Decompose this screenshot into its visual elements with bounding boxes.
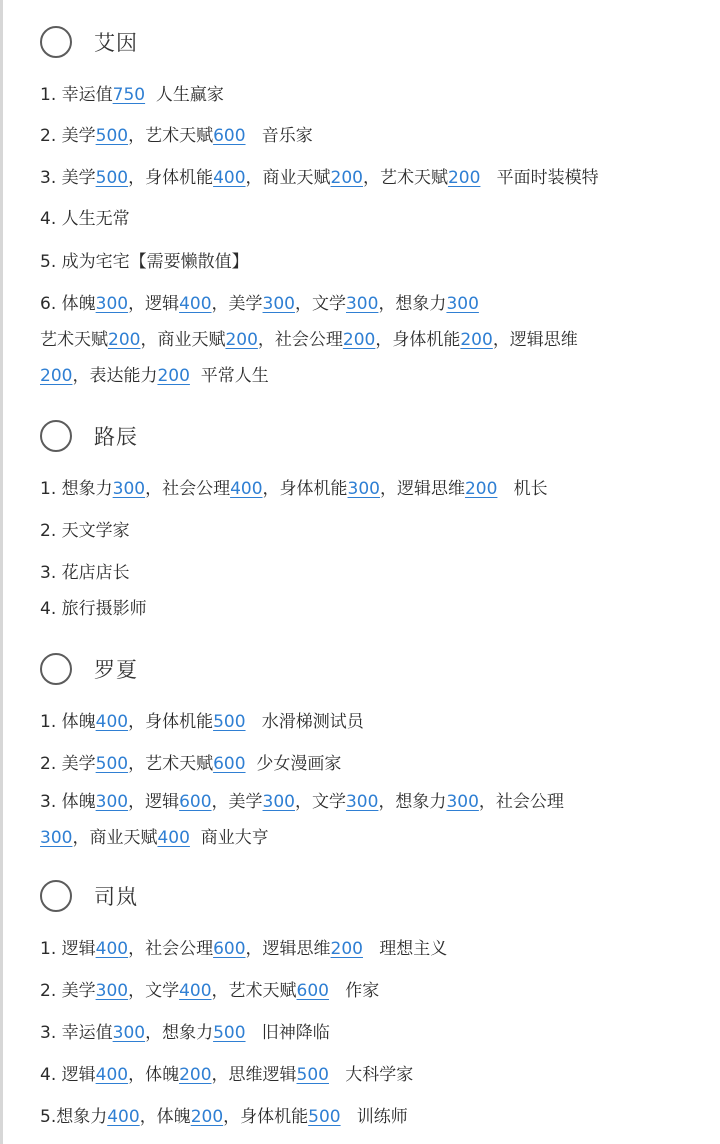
item-text: ，社会公理 [145, 479, 231, 499]
radio-button[interactable] [40, 420, 72, 452]
value-link[interactable]: 500 [95, 754, 129, 774]
list-item [40, 293, 479, 315]
value-link[interactable]: 400 [230, 479, 263, 499]
list-item [40, 520, 130, 542]
item-text: 人生赢家 [145, 85, 224, 105]
value-link[interactable]: 300 [40, 828, 73, 848]
section-header [40, 408, 700, 464]
value-link[interactable]: 600 [213, 126, 246, 146]
section-header [40, 868, 700, 924]
radio-button[interactable] [40, 26, 72, 58]
item-text: 6. 体魄 [40, 294, 96, 314]
item-text: ，艺术天赋 [128, 754, 214, 774]
section-title: 罗夏 [94, 658, 138, 682]
section-title: 路辰 [94, 425, 138, 449]
list-item [40, 784, 680, 856]
value-link[interactable]: 300 [347, 479, 380, 499]
item-text: 水滑梯测试员 [245, 712, 364, 732]
item-text: ，思维逻辑 [211, 1065, 297, 1085]
value-link[interactable]: 300 [345, 792, 379, 812]
item-text: ，逻辑 [128, 792, 180, 812]
item-text: ，美学 [211, 294, 263, 314]
value-link[interactable]: 200 [330, 168, 363, 188]
radio-button[interactable] [40, 653, 72, 685]
value-link[interactable]: 200 [464, 479, 498, 499]
item-text: ，文学 [294, 294, 346, 314]
item-text: ，身体机能 [223, 1107, 309, 1127]
item-text: ，想象力 [145, 1023, 214, 1043]
value-link[interactable]: 600 [213, 939, 246, 959]
list-item [40, 1106, 408, 1128]
item-text: 5.想象力 [40, 1107, 108, 1127]
section-header [40, 14, 700, 70]
value-link[interactable]: 200 [447, 168, 481, 188]
item-text: ，想象力 [378, 792, 447, 812]
value-link[interactable]: 200 [108, 330, 141, 350]
item-text: 4. 旅行摄影师 [40, 599, 147, 619]
item-text: 旧神降临 [245, 1023, 330, 1043]
item-text: ，艺术天赋 [128, 126, 214, 146]
item-text: 2. 天文学家 [40, 521, 130, 541]
list-item [40, 125, 313, 147]
value-link[interactable]: 200 [190, 1107, 224, 1127]
item-text: 1. 想象力 [40, 479, 113, 499]
item-text: ，艺术天赋 [211, 981, 297, 1001]
item-text: 2. 美学 [40, 981, 96, 1001]
value-link[interactable]: 200 [330, 939, 363, 959]
value-link[interactable]: 400 [95, 712, 129, 732]
list-item [40, 84, 224, 106]
value-link[interactable]: 400 [95, 939, 129, 959]
value-link[interactable]: 300 [95, 294, 129, 314]
item-text: ，文学 [294, 792, 346, 812]
value-link[interactable]: 300 [262, 792, 295, 812]
value-link[interactable]: 600 [296, 981, 329, 1001]
item-text: 机长 [497, 479, 548, 499]
value-link[interactable]: 400 [107, 1107, 140, 1127]
value-link[interactable]: 300 [95, 981, 129, 1001]
list-item [40, 251, 249, 273]
item-text: ，体魄 [128, 1065, 180, 1085]
value-link[interactable]: 200 [157, 366, 190, 386]
list-item [40, 1064, 413, 1086]
item-text: ，商业天赋 [245, 168, 331, 188]
list-item [40, 322, 680, 394]
item-text: 训练师 [340, 1107, 408, 1127]
value-link[interactable]: 200 [460, 330, 493, 350]
item-text: ，身体机能 [375, 330, 461, 350]
item-text: ，体魄 [139, 1107, 191, 1127]
list-item [40, 167, 599, 189]
item-text: 平常人生 [189, 366, 269, 386]
item-text: ，身体机能 [128, 712, 214, 732]
section-title: 艾因 [94, 31, 138, 55]
list-item [40, 208, 130, 230]
left-border [0, 0, 3, 1144]
list-item [40, 753, 341, 775]
value-link[interactable]: 500 [308, 1107, 341, 1127]
item-text: ，美学 [211, 792, 263, 812]
section-title: 司岚 [94, 885, 138, 909]
value-link[interactable]: 400 [179, 981, 212, 1001]
section-luchen [40, 408, 700, 464]
item-text: 3. 幸运值 [40, 1023, 113, 1043]
item-text: ，身体机能 [262, 479, 348, 499]
section-luoxia [40, 641, 700, 697]
list-item [40, 1022, 330, 1044]
item-text: ，商业天赋 [72, 828, 158, 848]
value-link[interactable]: 200 [179, 1065, 212, 1085]
item-text: ，社会公理 [257, 330, 343, 350]
item-text: 2. 美学 [40, 754, 96, 774]
value-link[interactable]: 500 [95, 168, 129, 188]
list-item [40, 980, 379, 1002]
item-text: 平面时装模特 [480, 168, 599, 188]
item-text: 3. 美学 [40, 168, 96, 188]
value-link[interactable]: 500 [213, 1023, 246, 1043]
value-link[interactable]: 200 [225, 330, 258, 350]
list-item [40, 562, 130, 584]
value-link[interactable]: 400 [213, 168, 246, 188]
item-text: ，社会公理 [128, 939, 214, 959]
item-text: ，逻辑 [128, 294, 180, 314]
list-item [40, 478, 548, 500]
value-link[interactable]: 200 [40, 366, 73, 386]
value-link[interactable]: 300 [112, 479, 146, 499]
value-link[interactable]: 400 [179, 294, 212, 314]
value-link[interactable]: 300 [446, 792, 479, 812]
value-link[interactable]: 300 [95, 792, 129, 812]
item-text: 2. 美学 [40, 126, 96, 146]
item-text: ，逻辑思维 [245, 939, 331, 959]
item-text: ，文学 [128, 981, 180, 1001]
section-aiyin [40, 14, 700, 70]
item-text: 音乐家 [245, 126, 313, 146]
value-link[interactable]: 300 [112, 1023, 146, 1043]
item-text: 理想主义 [362, 939, 448, 959]
item-text: 作家 [328, 981, 380, 1001]
item-text: 4. 人生无常 [40, 209, 130, 229]
item-text: ，想象力 [378, 294, 447, 314]
value-link[interactable]: 300 [262, 294, 295, 314]
list-item [40, 711, 364, 733]
value-link[interactable]: 500 [95, 126, 129, 146]
item-text: 1. 逻辑 [40, 939, 96, 959]
section-silan [40, 868, 700, 924]
item-text: 3. 花店店长 [40, 563, 130, 583]
value-link[interactable]: 400 [157, 828, 190, 848]
value-link[interactable]: 750 [112, 85, 146, 105]
item-text: 3. 体魄 [40, 792, 96, 812]
item-text: 4. 逻辑 [40, 1065, 96, 1085]
item-text: 商业大亨 [189, 828, 269, 848]
item-text: ，逻辑思维 [492, 330, 578, 350]
value-link[interactable]: 400 [95, 1065, 129, 1085]
item-text: ，身体机能 [128, 168, 214, 188]
value-link[interactable]: 600 [179, 792, 212, 812]
section-header [40, 641, 700, 697]
item-text: ，表达能力 [72, 366, 158, 386]
item-text: 艺术天赋 [40, 330, 108, 350]
item-text: 1. 幸运值 [40, 85, 113, 105]
value-link[interactable]: 600 [213, 754, 246, 774]
item-text: 1. 体魄 [40, 712, 96, 732]
value-link[interactable]: 500 [213, 712, 246, 732]
item-text: 5. 成为宅宅【需要懒散值】 [40, 252, 249, 272]
item-text: ，逻辑思维 [379, 479, 465, 499]
item-text: 少女漫画家 [245, 754, 342, 774]
item-text: ，商业天赋 [140, 330, 226, 350]
radio-button[interactable] [40, 880, 72, 912]
value-link[interactable]: 300 [446, 294, 479, 314]
item-text: ，社会公理 [478, 792, 564, 812]
value-link[interactable]: 500 [296, 1065, 329, 1085]
item-text: 大科学家 [328, 1065, 414, 1085]
value-link[interactable]: 200 [342, 330, 376, 350]
item-text: ，艺术天赋 [362, 168, 448, 188]
list-item [40, 938, 447, 960]
list-item [40, 598, 147, 620]
value-link[interactable]: 300 [345, 294, 379, 314]
